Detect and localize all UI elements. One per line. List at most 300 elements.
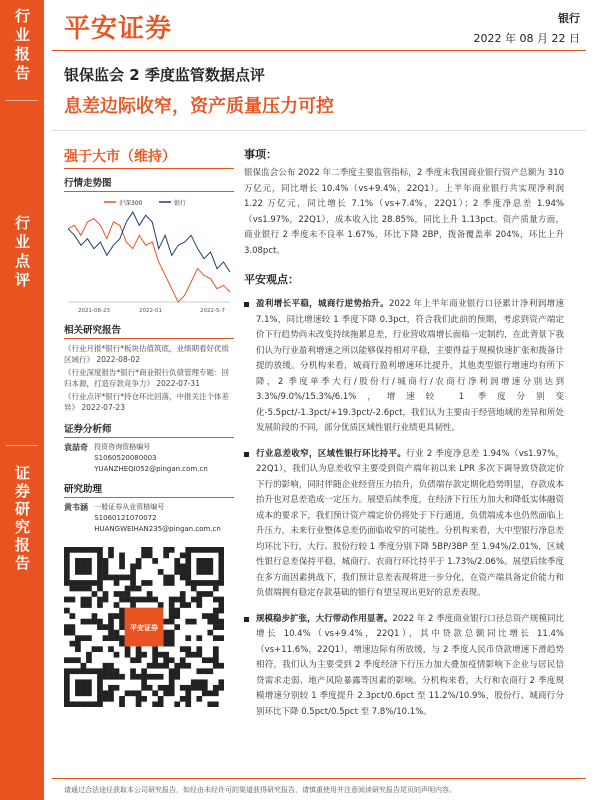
qr-module: [86, 657, 92, 663]
qr-module: [81, 547, 87, 553]
qr-module: [108, 553, 114, 559]
legend-label: 沪深300: [119, 200, 143, 207]
qr-module: [64, 553, 70, 559]
price-chart: [64, 196, 234, 316]
qr-module: [114, 602, 120, 608]
qr-module: [103, 591, 109, 597]
qr-module: [152, 558, 158, 564]
view-bullet-2: [244, 447, 564, 602]
qr-module: [103, 569, 109, 575]
qr-module: [81, 569, 87, 575]
qr-module: [92, 646, 98, 652]
qr-module: [196, 685, 202, 691]
qr-module: [213, 663, 219, 669]
qr-module: [213, 635, 219, 641]
qr-module: [185, 558, 191, 564]
assistant-cert-label: 一般证券从业资格编号: [94, 503, 165, 511]
qr-module: [202, 547, 208, 553]
qr-module: [196, 591, 202, 597]
qr-module: [218, 553, 224, 559]
qr-module: [207, 580, 213, 586]
qr-module: [163, 657, 169, 663]
qr-module: [136, 586, 142, 592]
bullet-square-icon: [244, 617, 249, 622]
qr-module: [174, 597, 180, 603]
qr-module: [86, 635, 92, 641]
qr-module: [152, 597, 158, 603]
qr-module: [180, 685, 186, 691]
qr-module: [196, 668, 202, 674]
qr-module: [97, 624, 103, 630]
qr-module: [86, 701, 92, 707]
qr-module: [163, 635, 169, 641]
qr-module: [147, 580, 153, 586]
qr-module: [86, 619, 92, 625]
qr-module: [97, 701, 103, 707]
qr-module: [218, 558, 224, 564]
qr-module: [218, 602, 224, 608]
qr-module: [108, 547, 114, 553]
qr-module: [174, 663, 180, 669]
qr-module: [86, 602, 92, 608]
qr-module: [202, 679, 208, 685]
qr-module: [152, 646, 158, 652]
analyst-name: 袁喆奇: [64, 443, 88, 452]
qr-module: [97, 575, 103, 581]
qr-module: [75, 657, 81, 663]
qr-module: [202, 657, 208, 663]
qr-module: [218, 679, 224, 685]
qr-module: [169, 668, 175, 674]
sidebar-label-industry-comment: [0, 215, 44, 291]
related-report-list: [64, 343, 234, 413]
qr-module: [180, 696, 186, 702]
qr-module: [97, 602, 103, 608]
qr-module: [108, 619, 114, 625]
qr-module: [130, 575, 136, 581]
qr-module: [125, 586, 131, 592]
qr-module: [86, 580, 92, 586]
qr-module: [130, 668, 136, 674]
qr-module: [64, 701, 70, 707]
assistant-info: [94, 502, 232, 535]
qr-module: [202, 613, 208, 619]
qr-module: [75, 701, 81, 707]
qr-module: [202, 580, 208, 586]
qr-module: [218, 624, 224, 630]
qr-module: [108, 624, 114, 630]
qr-module: [196, 602, 202, 608]
qr-module: [136, 646, 142, 652]
qr-module: [180, 569, 186, 575]
qr-module: [163, 690, 169, 696]
qr-module: [75, 558, 81, 564]
qr-module: [163, 580, 169, 586]
qr-module: [141, 668, 147, 674]
qr-module: [64, 624, 70, 630]
qr-module: [196, 635, 202, 641]
qr-module: [163, 547, 169, 553]
qr-module: [70, 586, 76, 592]
qr-module: [136, 597, 142, 603]
bullet-text: 2022 年上半年商业银行口径累计净利润增速 7.1%，同比增速较 1 季度下降 0.3pct，符合我们此前的预期，考虑到资产端定价下行趋势尚未改变持续拖累息差，行业营收端增长面临一定制约，在此背景下我们认为行业盈利增速之所以能够保持相对平稳，主要得益于规模快速扩张和拨备计提的放缓。分机构来看，城商行盈利增速环比提升，其他类型银行增速均有所下降，2 季度单季大行/股份行/城商行/农商行净利润增速分别达到 3.3%/9.0%/15.3%/6.1%，增速较 1 季度分别变化-5.5pct/-1.3pct/+19.3pct/-2.6pct，我们认为主要由于经营地域的差异和所处发展阶段的不同，部分优质区域性银行业绩更具韧性。: [256, 299, 565, 433]
qr-module: [196, 652, 202, 658]
related-report-item[interactable]: 《行业点评*银行*持仓环比回落，中报关注个体差异》 2022-07-23: [64, 392, 229, 412]
qr-module: [86, 597, 92, 603]
qr-module: [81, 701, 87, 707]
qr-module: [174, 613, 180, 619]
qr-module: [147, 674, 153, 680]
qr-module: [163, 575, 169, 581]
qr-module: [119, 613, 125, 619]
qr-module: [180, 646, 186, 652]
qr-module: [70, 668, 76, 674]
qr-module: [114, 685, 120, 691]
qr-module: [75, 635, 81, 641]
qr-module: [191, 619, 197, 625]
qr-module: [196, 580, 202, 586]
qr-module: [207, 613, 213, 619]
qr-module: [207, 619, 213, 625]
qr-module: [185, 602, 191, 608]
qr-module: [136, 657, 142, 663]
qr-module: [108, 696, 114, 702]
chart-heading: 行情走势图: [64, 175, 234, 192]
assistant-name: 黄韦涵: [64, 503, 88, 512]
qr-module: [81, 635, 87, 641]
qr-module: [213, 547, 219, 553]
qr-module: [130, 674, 136, 680]
header-divider: [52, 50, 586, 51]
qr-module: [75, 641, 81, 647]
qr-module: [169, 690, 175, 696]
qr-module: [180, 553, 186, 559]
qr-module: [141, 685, 147, 691]
qr-module: [218, 608, 224, 614]
qr-module: [169, 619, 175, 625]
qr-module: [125, 597, 131, 603]
qr-module: [213, 652, 219, 658]
qr-module: [64, 679, 70, 685]
qr-module: [152, 701, 158, 707]
qr-module: [119, 591, 125, 597]
qr-module: [147, 591, 153, 597]
qr-module: [141, 580, 147, 586]
qr-module: [86, 558, 92, 564]
qr-module: [75, 679, 81, 685]
qr-module: [103, 624, 109, 630]
qr-module: [152, 657, 158, 663]
qr-module: [213, 657, 219, 663]
qr-module: [97, 696, 103, 702]
qr-module: [114, 635, 120, 641]
qr-module: [196, 558, 202, 564]
qr-module: [180, 657, 186, 663]
qr-module: [202, 569, 208, 575]
sidebar-label-industry-report: [0, 8, 44, 84]
qr-module: [185, 619, 191, 625]
qr-module: [196, 696, 202, 702]
qr-module: [136, 690, 142, 696]
analyst-email[interactable]: YUANZHEQI052@pingan.com.cn: [94, 465, 208, 473]
qr-module: [97, 668, 103, 674]
qr-module: [86, 586, 92, 592]
qr-module: [114, 591, 120, 597]
qr-module: [119, 564, 125, 570]
qr-code[interactable]: [64, 547, 224, 707]
qr-module: [103, 674, 109, 680]
qr-module: [103, 690, 109, 696]
qr-module: [130, 602, 136, 608]
qr-module: [86, 564, 92, 570]
qr-module: [185, 701, 191, 707]
qr-module: [169, 547, 175, 553]
qr-module: [196, 564, 202, 570]
sidebar-divider: [6, 100, 38, 101]
qr-logo-text: 平安证券: [130, 624, 158, 632]
qr-module: [103, 696, 109, 702]
qr-module: [218, 635, 224, 641]
qr-module: [119, 624, 125, 630]
qr-module: [114, 674, 120, 680]
qr-module: [64, 597, 70, 603]
qr-module: [196, 569, 202, 575]
qr-module: [191, 580, 197, 586]
qr-module: [141, 674, 147, 680]
qr-module: [207, 569, 213, 575]
qr-module: [180, 597, 186, 603]
qr-module: [185, 580, 191, 586]
qr-module: [103, 668, 109, 674]
qr-module: [92, 580, 98, 586]
analyst-info: [94, 442, 232, 475]
qr-module: [202, 591, 208, 597]
qr-module: [158, 663, 164, 669]
qr-module: [202, 690, 208, 696]
qr-module: [130, 564, 136, 570]
qr-module: [213, 580, 219, 586]
qr-module: [64, 608, 70, 614]
qr-module: [108, 668, 114, 674]
qr-module: [119, 674, 125, 680]
qr-module: [152, 674, 158, 680]
qr-module: [97, 580, 103, 586]
qr-module: [70, 701, 76, 707]
assistant-entry: [64, 502, 234, 535]
qr-module: [169, 575, 175, 581]
qr-module: [207, 690, 213, 696]
qr-module: [169, 602, 175, 608]
qr-module: [97, 558, 103, 564]
qr-module: [64, 575, 70, 581]
qr-module: [86, 652, 92, 658]
qr-module: [191, 597, 197, 603]
rating-label: 强于大市（维持）: [64, 149, 176, 165]
sector-label: 银行: [558, 12, 580, 25]
qr-module: [207, 564, 213, 570]
qr-module: [191, 685, 197, 691]
qr-module: [92, 591, 98, 597]
qr-module: [114, 613, 120, 619]
qr-module: [103, 635, 109, 641]
qr-module: [174, 564, 180, 570]
qr-module: [75, 668, 81, 674]
qr-module: [163, 652, 169, 658]
qr-module: [185, 652, 191, 658]
qr-module: [64, 630, 70, 636]
qr-module: [191, 586, 197, 592]
qr-module: [70, 624, 76, 630]
qr-module: [64, 657, 70, 663]
qr-module: [191, 547, 197, 553]
sidebar-text: 证券研究报告: [13, 465, 31, 573]
qr-module: [108, 685, 114, 691]
qr-module: [180, 591, 186, 597]
qr-module: [141, 696, 147, 702]
qr-module: [75, 580, 81, 586]
qr-module: [174, 674, 180, 680]
right-column: [244, 146, 564, 720]
qr-module: [185, 553, 191, 559]
qr-module: [169, 630, 175, 636]
qr-module: [81, 580, 87, 586]
qr-module: [130, 580, 136, 586]
qr-module: [213, 586, 219, 592]
view-bullet-3: [244, 612, 564, 721]
qr-module: [169, 608, 175, 614]
qr-module: [207, 591, 213, 597]
assistant-heading: 研究助理: [64, 481, 234, 498]
qr-module: [202, 564, 208, 570]
qr-module: [86, 690, 92, 696]
qr-module: [207, 547, 213, 553]
qr-module: [119, 553, 125, 559]
qr-module: [130, 597, 136, 603]
qr-module: [213, 685, 219, 691]
qr-module: [147, 663, 153, 669]
qr-module: [136, 558, 142, 564]
qr-module: [152, 690, 158, 696]
qr-module: [97, 553, 103, 559]
qr-module: [119, 635, 125, 641]
qr-code-svg: [64, 547, 224, 707]
qr-module: [70, 597, 76, 603]
qr-module: [191, 679, 197, 685]
qr-module: [103, 575, 109, 581]
qr-module: [158, 685, 164, 691]
qr-module: [180, 575, 186, 581]
qr-module: [81, 558, 87, 564]
qr-module: [196, 646, 202, 652]
qr-module: [97, 547, 103, 553]
qr-module: [86, 679, 92, 685]
qr-module: [147, 597, 153, 603]
qr-module: [141, 652, 147, 658]
view-bullet-1: [244, 297, 564, 437]
qr-module: [75, 586, 81, 592]
qr-module: [119, 608, 125, 614]
qr-module: [218, 597, 224, 603]
qr-module: [108, 674, 114, 680]
qr-module: [152, 652, 158, 658]
qr-module: [108, 635, 114, 641]
qr-module: [180, 564, 186, 570]
qr-module: [119, 597, 125, 603]
bullet-text: 2022 年 2 季度商业银行口径总资产规模同比增长 10.4%（vs+9.4%，22Q1），其中贷款总额同比增长 11.4%（vs+11.6%，22Q1），增速边际有所放缓，与 2 季度人民币贷款增速下滑趋势相符，我们认为主要受到 2 季度经济下行压力加大叠加疫情影响下企业与居民信贷需求走弱、地产风险暴露等因素的影响。分机构来看，大行和农商行 2 季度规模增速分别较 1 季度提升 2.3pct/0.6pct 至 11.2%/10.9%，股份行、城商行分别环比下降 0.5pct/0.5pct 至 7.8%/10.1%。: [256, 613, 564, 717]
related-report-item[interactable]: 《行业月报*银行*板块估值筑底，业绩期看好优质区域行》 2022-08-02: [64, 344, 229, 364]
qr-module: [97, 646, 103, 652]
qr-module: [108, 646, 114, 652]
qr-module: [158, 652, 164, 658]
sidebar-text: 行业报告: [13, 8, 31, 84]
related-report-item[interactable]: 《行业深度报告*银行*商业银行负债管理专题：回归本源，打造存款竞争力》 2022-07-31: [64, 368, 229, 388]
qr-module: [163, 641, 169, 647]
qr-module: [103, 663, 109, 669]
x-tick-label: 2022-5-7: [200, 308, 225, 314]
bullet-lead: 行业息差收窄，区域性银行环比持平。: [256, 448, 407, 459]
qr-module: [213, 613, 219, 619]
qr-module: [169, 635, 175, 641]
qr-module: [75, 564, 81, 570]
qr-module: [213, 624, 219, 630]
assistant-email[interactable]: HUANGWEIHAN235@pingan.com.cn: [94, 525, 221, 533]
qr-module: [163, 619, 169, 625]
qr-module: [81, 690, 87, 696]
x-tick-label: 2022-01: [139, 308, 162, 314]
qr-module: [125, 690, 131, 696]
qr-module: [136, 652, 142, 658]
qr-module: [218, 580, 224, 586]
qr-module: [75, 646, 81, 652]
qr-module: [213, 619, 219, 625]
price-chart-svg: [64, 196, 234, 316]
left-column: [64, 146, 234, 707]
qr-module: [86, 685, 92, 691]
qr-module: [207, 630, 213, 636]
qr-module: [81, 679, 87, 685]
qr-module: [174, 608, 180, 614]
qr-module: [207, 701, 213, 707]
qr-module: [92, 619, 98, 625]
analyst-heading: 证券分析师: [64, 421, 234, 438]
qr-module: [86, 547, 92, 553]
qr-module: [97, 679, 103, 685]
legend-label: 银行: [174, 200, 187, 207]
views-title: 平安观点：: [244, 273, 299, 286]
qr-module: [185, 646, 191, 652]
qr-module: [185, 685, 191, 691]
qr-module: [169, 657, 175, 663]
qr-module: [81, 668, 87, 674]
qr-module: [119, 619, 125, 625]
qr-module: [119, 701, 125, 707]
qr-module: [174, 668, 180, 674]
qr-module: [141, 679, 147, 685]
qr-module: [92, 613, 98, 619]
events-title: 事项：: [244, 148, 277, 161]
sidebar-text: 行业点评: [13, 215, 31, 291]
qr-module: [92, 701, 98, 707]
qr-module: [158, 674, 164, 680]
qr-module: [207, 668, 213, 674]
qr-module: [81, 685, 87, 691]
qr-module: [130, 657, 136, 663]
qr-module: [141, 553, 147, 559]
qr-module: [86, 569, 92, 575]
qr-module: [174, 558, 180, 564]
qr-module: [108, 630, 114, 636]
qr-module: [169, 613, 175, 619]
